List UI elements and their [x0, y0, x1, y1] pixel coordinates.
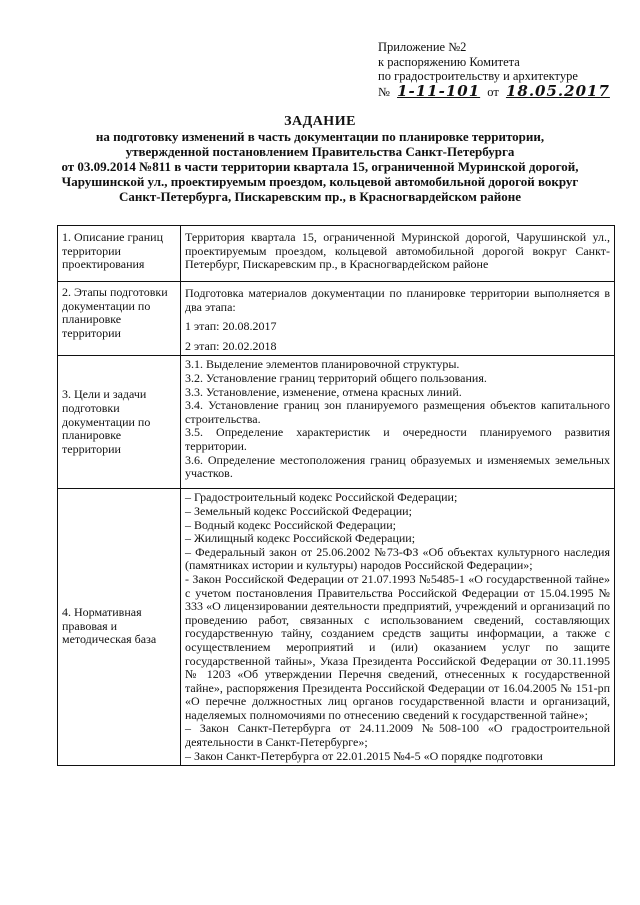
- stage-2: 2 этап: 20.02.2018: [185, 338, 277, 353]
- row-content: [181, 489, 615, 766]
- law-item: – Градостроительный кодекс Российской Федерации;: [185, 490, 458, 505]
- appendix-line-2: к распоряжению Комитета: [378, 54, 520, 69]
- law-item: – Федеральный закон от 25.06.2002 №73-ФЗ «Об объектах культурного наследия (памятниках истории и культуры) народов Российской Федерации»;: [185, 544, 610, 573]
- date-prefix: от: [487, 84, 499, 99]
- row-label: 3. Цели и задачи подготовки документации по планировке территории: [58, 356, 181, 489]
- row-label: 1. Описание границ территории проектирования: [58, 226, 181, 282]
- table-row: [58, 356, 615, 489]
- row-label: 2. Этапы подготовки документации по планировке территории: [58, 282, 181, 356]
- number-prefix: №: [378, 84, 390, 99]
- stage-1: 1 этап: 20.08.2017: [185, 319, 277, 334]
- goal-item: 3.5. Определение характеристик и очередности планируемого развития территории.: [185, 425, 610, 453]
- title-line-2: на подготовку изменений в часть документации по планировке территории,: [95, 129, 545, 144]
- row-content: [181, 282, 615, 356]
- goal-item: 3.2. Установление границ территорий общего пользования.: [185, 370, 487, 385]
- stages-intro: Подготовка материалов документации по планировке территории выполняется в два этапа:: [185, 286, 610, 314]
- law-item: - Закон Российской Федерации от 21.07.1993 №5485-1 «О государственной тайне» с учетом постановления Правительства Российской Федерации от 15.04.1995 № 333 «О лицензировании деятельности предприятий, учреждений и организаций по проведению работ, связанных с использованием сведений, составляющих государственную тайну, созданием средств защиты информации, а также с осуществлением мероприятий и (или) оказанием услуг по защите государственной тайны», Указа Президента Российской Федерации от 30.11.1995 № 1203 «Об утверждении Перечня сведений, отнесенных к государственной тайне», распоряжения Президента Российской Федерации от 16.04.2005 № 151-рп «О перечне должностных лиц органов государственной власти и организаций, наделяемых полномочиями по отнесению сведений к государственной тайне»;: [185, 571, 610, 722]
- law-item: – Закон Санкт-Петербурга от 22.01.2015 №4-5 «О порядке подготовки: [185, 748, 543, 763]
- title-line-6: Санкт-Петербурга, Пискаревским пр., в Красногвардейском районе: [118, 189, 522, 204]
- title-line-4: от 03.09.2014 №811 в части территории квартала 15, ограниченной Муринской дорогой,: [61, 159, 579, 174]
- handwritten-number: 1-11-101: [397, 81, 481, 100]
- law-item: – Земельный кодекс Российской Федерации;: [185, 503, 412, 518]
- assignment-table: [57, 225, 615, 766]
- table-row: [58, 489, 615, 766]
- row-label: 4. Нормативная правовая и методическая база: [58, 489, 181, 766]
- handwritten-date: 18.05.2017: [505, 81, 610, 100]
- goal-item: 3.1. Выделение элементов планировочной структуры.: [185, 357, 460, 372]
- appendix-line-3: по градостроительству и архитектуре: [378, 69, 578, 83]
- appendix-block: [378, 40, 628, 99]
- law-item: – Закон Санкт-Петербурга от 24.11.2009 №508-100 «О градостроительной деятельности в Санкт-Петербурге»;: [185, 721, 610, 750]
- law-item: – Жилищный кодекс Российской Федерации;: [185, 531, 416, 546]
- title-line-3: утвержденной постановлением Правительства Санкт-Петербурга: [125, 144, 515, 159]
- goal-item: 3.4. Установление границ зон планируемого размещения объектов капитального строительства.: [185, 398, 610, 426]
- table-row: [58, 282, 615, 356]
- goal-item: 3.6. Определение местоположения границ образуемых и изменяемых земельных участков.: [185, 452, 610, 481]
- title-heading: ЗАДАНИЕ: [284, 114, 356, 129]
- law-item: – Водный кодекс Российской Федерации;: [185, 517, 396, 532]
- document-title: [40, 114, 600, 204]
- appendix-number-line: [378, 81, 628, 100]
- row-content: [181, 356, 615, 489]
- row-content: Территория квартала 15, ограниченной Муринской дорогой, Чарушинской ул., проектируемым проездом, кольцевой автомобильной дорогой вокруг Санкт-Петербург, Пискаревским пр., в Красногвардейском районе: [181, 226, 615, 282]
- table-row: [58, 226, 615, 282]
- appendix-line-1: Приложение №2: [378, 40, 467, 54]
- goal-item: 3.3. Установление, изменение, отмена красных линий.: [185, 384, 462, 399]
- title-line-5: Чарушинской ул., проектируемым проездом, кольцевой автомобильной дорогой вокруг: [61, 174, 579, 189]
